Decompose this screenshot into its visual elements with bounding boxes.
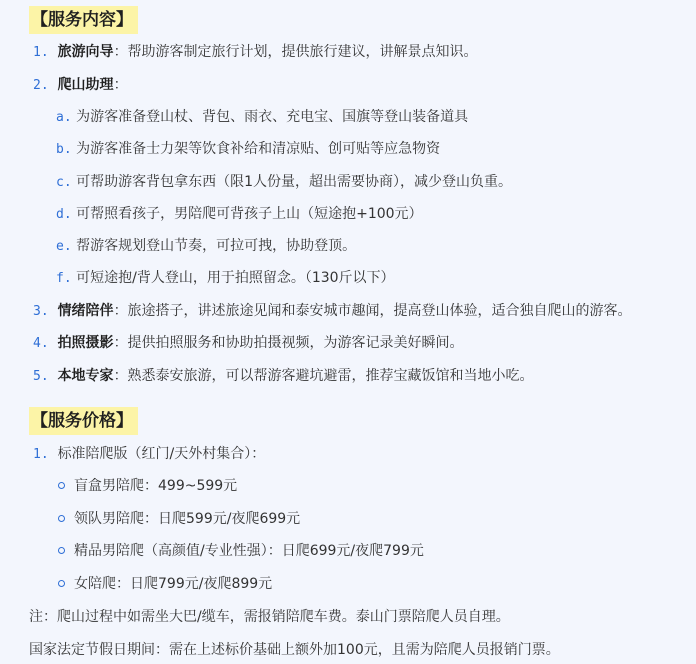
- service-item-4: [33, 332, 464, 354]
- services-heading: 【服务内容】: [29, 6, 138, 34]
- price-option-text: 领队男陪爬：日爬599元/夜爬699元: [74, 511, 301, 527]
- subitem-c: [56, 171, 512, 193]
- list-letter: c.: [56, 175, 72, 190]
- list-number: 1.: [33, 45, 49, 60]
- price-item-1: [33, 443, 265, 465]
- list-number: 1.: [33, 447, 49, 462]
- subitem-text: 为游客准备士力架等饮食补给和清凉贴、创可贴等应急物资: [76, 141, 441, 157]
- service-label: 本地专家: [57, 368, 114, 384]
- list-letter: a.: [56, 110, 72, 125]
- price-option: [58, 475, 237, 497]
- price-option-text: 盲盒男陪爬：499~599元: [74, 478, 238, 494]
- service-label: 爬山助理: [57, 77, 114, 93]
- subitem-text: 可帮照看孩子，男陪爬可背孩子上山（短途抱+100元）: [76, 206, 423, 222]
- subitem-text: 可短途抱/背人登山，用于拍照留念。（130斤以下）: [76, 270, 395, 286]
- price-option: [58, 573, 272, 595]
- list-letter: f.: [56, 271, 72, 286]
- service-label: 情绪陪伴: [57, 303, 114, 319]
- subitem-e: [56, 235, 356, 257]
- note-1: 注：爬山过程中如需坐大巴/缆车，需报销陪爬车费。泰山门票陪爬人员自理。: [29, 609, 510, 625]
- circle-bullet-icon: [58, 515, 65, 522]
- service-text: ：: [113, 77, 128, 93]
- service-item-5: [33, 365, 534, 387]
- list-letter: d.: [56, 207, 72, 222]
- service-text: ：旅途搭子，讲述旅途见闻和泰安城市趣闻，提高登山体验，适合独自爬山的游客。: [113, 303, 632, 319]
- subitem-text: 可帮助游客背包拿东西（限1人份量，超出需要协商），减少登山负重。: [76, 174, 513, 190]
- circle-bullet-icon: [58, 482, 65, 489]
- list-number: 2.: [33, 78, 49, 93]
- subitem-d: [56, 203, 423, 225]
- subitem-text: 为游客准备登山杖、背包、雨衣、充电宝、国旗等登山装备道具: [76, 109, 469, 125]
- list-letter: b.: [56, 142, 72, 157]
- note-2: 国家法定节假日期间：需在上述标价基础上额外加100元，且需为陪爬人员报销门票。: [29, 642, 560, 658]
- subitem-b: [56, 138, 440, 160]
- service-label: 拍照摄影: [57, 335, 114, 351]
- price-option-text: 女陪爬：日爬799元/夜爬899元: [74, 576, 273, 592]
- subitem-a: [56, 106, 468, 128]
- price-item-text: 标准陪爬版（红门/天外村集合）：: [57, 446, 266, 462]
- list-number: 4.: [33, 336, 49, 351]
- prices-heading: 【服务价格】: [29, 407, 138, 435]
- circle-bullet-icon: [58, 547, 65, 554]
- list-number: 3.: [33, 304, 49, 319]
- service-item-1: [33, 41, 478, 63]
- circle-bullet-icon: [58, 580, 65, 587]
- service-text: ：帮助游客制定旅行计划，提供旅行建议，讲解景点知识。: [113, 44, 478, 60]
- subitem-text: 帮游客规划登山节奏，可拉可拽，协助登顶。: [76, 238, 357, 254]
- service-text: ：熟悉泰安旅游，可以帮游客避坑避雷，推荐宝藏饭馆和当地小吃。: [113, 368, 534, 384]
- service-text: ：提供拍照服务和协助拍摄视频，为游客记录美好瞬间。: [113, 335, 464, 351]
- price-option: [58, 508, 300, 530]
- service-item-2: [33, 74, 128, 96]
- subitem-f: [56, 267, 395, 289]
- price-option: [58, 540, 424, 562]
- price-option-text: 精品男陪爬（高颜值/专业性强）：日爬699元/夜爬799元: [74, 543, 424, 559]
- service-item-3: [33, 300, 632, 322]
- list-letter: e.: [56, 239, 72, 254]
- service-label: 旅游向导: [57, 44, 114, 60]
- list-number: 5.: [33, 369, 49, 384]
